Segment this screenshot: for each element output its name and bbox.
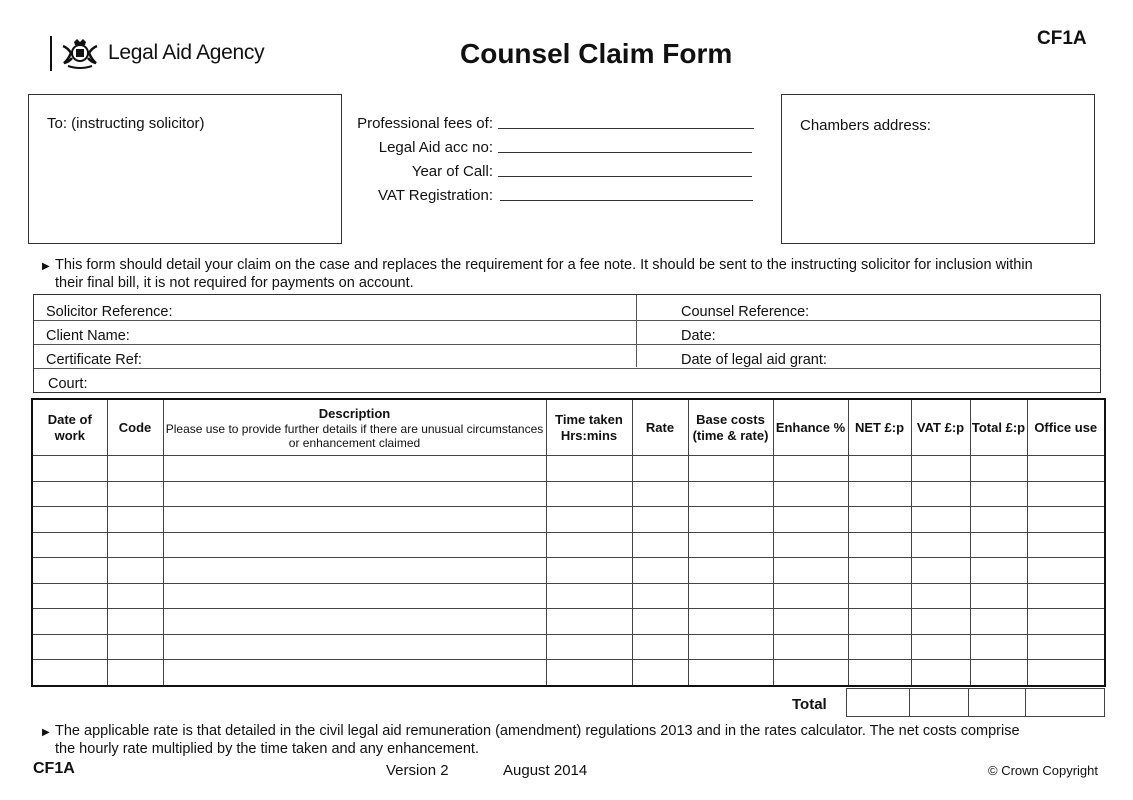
table-cell[interactable] (911, 507, 970, 533)
table-row (32, 481, 1105, 507)
table-cell[interactable] (848, 609, 911, 635)
col-header-vat: VAT £:p (911, 399, 970, 456)
table-cell[interactable] (163, 558, 546, 584)
table-cell[interactable] (848, 583, 911, 609)
footer-form-code: CF1A (33, 760, 75, 777)
table-cell[interactable] (1027, 481, 1105, 507)
table-cell[interactable] (1027, 583, 1105, 609)
royal-crest-icon (60, 36, 100, 70)
table-cell[interactable] (632, 609, 688, 635)
table-cell[interactable] (773, 583, 848, 609)
table-cell[interactable] (163, 532, 546, 558)
table-cell[interactable] (970, 558, 1027, 584)
table-cell[interactable] (546, 481, 632, 507)
table-cell[interactable] (632, 634, 688, 660)
footer-note-text: The applicable rate is that detailed in the civil legal aid remuneration (amendment) regulations 2013 and in the rates calculator. The net costs comprise the hourly rate multiplied by the time taken and any enhancement. (55, 723, 1020, 757)
ref-divider (34, 320, 1100, 321)
table-cell[interactable] (911, 558, 970, 584)
table-cell[interactable] (546, 532, 632, 558)
table-cell[interactable] (546, 634, 632, 660)
col-header-time-taken: Time taken Hrs:mins (546, 399, 632, 456)
col-header-date-of-work: Date of work (32, 399, 107, 456)
table-cell[interactable] (911, 609, 970, 635)
table-cell[interactable] (688, 532, 773, 558)
table-cell[interactable] (32, 456, 107, 482)
vat-registration-input[interactable] (500, 200, 753, 201)
table-cell[interactable] (32, 558, 107, 584)
table-cell[interactable] (848, 507, 911, 533)
table-cell[interactable] (163, 660, 546, 686)
table-cell[interactable] (1027, 456, 1105, 482)
table-cell[interactable] (107, 456, 163, 482)
table-cell[interactable] (970, 660, 1027, 686)
intro-note-text: This form should detail your claim on the case and replaces the requirement for a fee note. It should be sent to the instructing solicitor for inclusion within their final bill, it is not required for payments on account. (55, 257, 1033, 291)
footer-date: August 2014 (503, 762, 588, 779)
claims-table (31, 398, 1106, 687)
col-header-rate: Rate (632, 399, 688, 456)
table-cell[interactable] (107, 558, 163, 584)
form-title: Counsel Claim Form (460, 38, 733, 69)
table-cell[interactable] (32, 481, 107, 507)
chambers-address-label: Chambers address: (800, 117, 931, 134)
table-cell[interactable] (107, 609, 163, 635)
table-cell[interactable] (911, 660, 970, 686)
table-row (32, 634, 1105, 660)
footer-copyright: © Crown Copyright (988, 763, 1099, 778)
table-cell[interactable] (546, 558, 632, 584)
table-header-row (32, 399, 1105, 456)
year-of-call-label: Year of Call: (411, 163, 493, 180)
table-row (32, 532, 1105, 558)
instructing-solicitor-box[interactable] (28, 94, 342, 244)
table-cell[interactable] (688, 634, 773, 660)
table-cell[interactable] (848, 634, 911, 660)
table-cell[interactable] (1027, 507, 1105, 533)
table-cell[interactable] (688, 507, 773, 533)
table-cell[interactable] (773, 634, 848, 660)
table-cell[interactable] (107, 532, 163, 558)
ref-divider (34, 368, 1100, 369)
table-cell[interactable] (163, 583, 546, 609)
table-cell[interactable] (970, 507, 1027, 533)
table-row (32, 609, 1105, 635)
table-cell[interactable] (107, 481, 163, 507)
table-cell[interactable] (773, 456, 848, 482)
agency-name: Legal Aid Agency (108, 41, 265, 64)
table-cell[interactable] (1027, 532, 1105, 558)
table-row (32, 456, 1105, 482)
table-cell[interactable] (1027, 634, 1105, 660)
table-cell[interactable] (970, 481, 1027, 507)
ref-column-divider (636, 295, 637, 367)
table-cell[interactable] (163, 481, 546, 507)
instructing-solicitor-label: To: (instructing solicitor) (47, 115, 205, 132)
table-cell[interactable] (773, 558, 848, 584)
footer-version: Version 2 (386, 762, 449, 779)
table-cell[interactable] (632, 456, 688, 482)
table-cell[interactable] (32, 634, 107, 660)
table-cell[interactable] (911, 634, 970, 660)
col-header-description (163, 399, 546, 456)
table-cell[interactable] (1027, 609, 1105, 635)
table-cell[interactable] (970, 532, 1027, 558)
table-cell[interactable] (1027, 558, 1105, 584)
bullet-arrow-icon: ▶ (42, 727, 50, 738)
chambers-address-box[interactable] (781, 94, 1095, 244)
table-cell[interactable] (848, 456, 911, 482)
logo-divider (50, 36, 52, 71)
table-cell[interactable] (773, 507, 848, 533)
col-header-base-costs: Base costs (time & rate) (688, 399, 773, 456)
col-header-net: NET £:p (848, 399, 911, 456)
table-row (32, 660, 1105, 686)
table-row (32, 558, 1105, 584)
table-row (32, 583, 1105, 609)
table-cell[interactable] (688, 558, 773, 584)
col-header-office-use: Office use (1027, 399, 1105, 456)
total-label: Total (792, 696, 827, 713)
col-header-total: Total £:p (970, 399, 1027, 456)
date-of-legal-aid-grant-field[interactable]: Date of legal aid grant: (681, 352, 827, 368)
counsel-reference-field[interactable]: Counsel Reference: (681, 304, 810, 320)
table-cell[interactable] (632, 532, 688, 558)
reference-grid (33, 294, 1101, 393)
table-cell[interactable] (970, 609, 1027, 635)
table-cell[interactable] (848, 558, 911, 584)
table-cell[interactable] (32, 507, 107, 533)
table-cell[interactable] (32, 532, 107, 558)
table-cell[interactable] (163, 634, 546, 660)
table-cell[interactable] (163, 507, 546, 533)
total-office-use-cell[interactable] (1026, 689, 1105, 717)
year-of-call-input[interactable] (498, 176, 752, 177)
claims-table-body (32, 456, 1105, 686)
table-cell[interactable] (632, 583, 688, 609)
table-row (32, 507, 1105, 533)
table-cell[interactable] (632, 481, 688, 507)
total-net-cell[interactable] (847, 689, 910, 717)
total-total-cell[interactable] (969, 689, 1026, 717)
col-header-enhance: Enhance % (773, 399, 848, 456)
table-cell[interactable] (970, 456, 1027, 482)
table-cell[interactable] (546, 609, 632, 635)
footer-note (42, 722, 1042, 758)
court-field[interactable]: Court: (48, 376, 88, 392)
table-cell[interactable] (32, 583, 107, 609)
table-cell[interactable] (688, 456, 773, 482)
ref-divider (34, 344, 1100, 345)
table-cell[interactable] (911, 583, 970, 609)
table-cell[interactable] (632, 558, 688, 584)
col-header-description-sub: Please use to provide further details if there are unusual circumstances or enhancement claimed (165, 421, 544, 450)
total-vat-cell[interactable] (910, 689, 969, 717)
table-cell[interactable] (970, 634, 1027, 660)
col-header-description-label: Description (318, 405, 391, 421)
table-cell[interactable] (163, 456, 546, 482)
table-cell[interactable] (107, 507, 163, 533)
col-header-code: Code (107, 399, 163, 456)
table-cell[interactable] (632, 660, 688, 686)
table-cell[interactable] (107, 583, 163, 609)
table-cell[interactable] (688, 583, 773, 609)
table-cell[interactable] (546, 583, 632, 609)
client-name-field[interactable]: Client Name: (46, 328, 130, 344)
table-cell[interactable] (632, 507, 688, 533)
bullet-arrow-icon: ▶ (42, 261, 50, 272)
professional-fees-input[interactable] (498, 128, 754, 129)
table-cell[interactable] (773, 660, 848, 686)
table-cell[interactable] (546, 456, 632, 482)
table-cell[interactable] (688, 660, 773, 686)
table-cell[interactable] (773, 609, 848, 635)
table-cell[interactable] (773, 532, 848, 558)
legal-aid-acc-label: Legal Aid acc no: (378, 139, 493, 156)
table-cell[interactable] (911, 456, 970, 482)
table-cell[interactable] (107, 634, 163, 660)
table-cell[interactable] (107, 660, 163, 686)
legal-aid-acc-input[interactable] (498, 152, 752, 153)
totals-row (846, 688, 1105, 717)
table-cell[interactable] (32, 609, 107, 635)
table-cell[interactable] (848, 532, 911, 558)
form-code: CF1A (1037, 28, 1087, 49)
table-cell[interactable] (970, 583, 1027, 609)
table-cell[interactable] (163, 609, 546, 635)
professional-fees-label: Professional fees of: (357, 115, 493, 132)
table-cell[interactable] (911, 532, 970, 558)
table-cell[interactable] (546, 507, 632, 533)
certificate-ref-field[interactable]: Certificate Ref: (46, 352, 142, 368)
table-cell[interactable] (848, 481, 911, 507)
table-cell[interactable] (848, 660, 911, 686)
table-cell[interactable] (688, 609, 773, 635)
table-cell[interactable] (32, 660, 107, 686)
table-cell[interactable] (546, 660, 632, 686)
table-cell[interactable] (911, 481, 970, 507)
date-field[interactable]: Date: (681, 328, 716, 344)
table-cell[interactable] (773, 481, 848, 507)
solicitor-reference-field[interactable]: Solicitor Reference: (46, 304, 173, 320)
intro-note (42, 256, 1052, 292)
vat-registration-label: VAT Registration: (377, 187, 493, 204)
table-cell[interactable] (688, 481, 773, 507)
table-cell[interactable] (1027, 660, 1105, 686)
